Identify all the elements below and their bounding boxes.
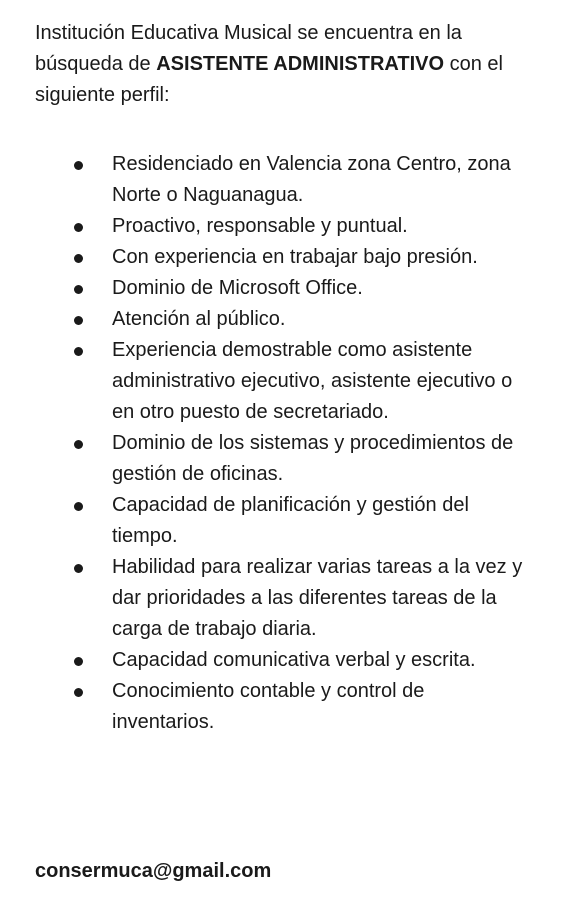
bullet-icon <box>74 657 83 666</box>
bullet-icon <box>74 316 83 325</box>
requirement-item <box>35 645 532 676</box>
bullet-icon <box>74 347 83 356</box>
requirement-text: Con experiencia en trabajar bajo presión. <box>112 246 478 268</box>
requirement-item <box>35 428 532 490</box>
requirement-item <box>35 552 532 645</box>
requirement-text: Dominio de Microsoft Office. <box>112 277 363 299</box>
bullet-icon <box>74 564 83 573</box>
position-title: ASISTENTE ADMINISTRATIVO <box>156 53 445 75</box>
contact-email: consermuca@gmail.com <box>35 860 272 882</box>
bullet-icon <box>74 254 83 263</box>
intro-text-end: con el siguiente perfil: <box>35 53 503 106</box>
requirement-text: Residenciado en Valencia zona Centro, zona Norte o Naguanagua. <box>112 153 511 206</box>
bullet-icon <box>74 285 83 294</box>
requirement-item <box>35 242 532 273</box>
requirements-list <box>35 149 545 738</box>
bullet-icon <box>74 161 83 170</box>
requirement-item <box>35 490 532 552</box>
requirement-item <box>35 273 532 304</box>
bullet-icon <box>74 502 83 511</box>
bullet-icon <box>74 440 83 449</box>
intro-paragraph <box>35 18 545 111</box>
requirement-text: Proactivo, responsable y puntual. <box>112 215 408 237</box>
requirement-text: Atención al público. <box>112 308 286 330</box>
bullet-icon <box>74 688 83 697</box>
requirement-item <box>35 149 532 211</box>
requirement-text: Experiencia demostrable como asistente administrativo ejecutivo, asistente ejecutivo o en otro puesto de secretariado. <box>112 339 513 423</box>
job-posting <box>35 18 545 738</box>
intro-text-start: Institución Educativa Musical se encuentra en la búsqueda de <box>35 22 462 75</box>
requirement-item <box>35 676 532 738</box>
requirement-text: Dominio de los sistemas y procedimientos de gestión de oficinas. <box>112 432 514 485</box>
requirement-text: Conocimiento contable y control de inventarios. <box>112 680 425 733</box>
requirement-item <box>35 335 532 428</box>
requirement-item <box>35 211 532 242</box>
requirement-text: Capacidad comunicativa verbal y escrita. <box>112 649 476 671</box>
requirement-item <box>35 304 532 335</box>
bullet-icon <box>74 223 83 232</box>
requirement-text: Capacidad de planificación y gestión del tiempo. <box>112 494 469 547</box>
requirement-text: Habilidad para realizar varias tareas a la vez y dar prioridades a las diferentes tareas de la carga de trabajo diaria. <box>112 556 523 640</box>
